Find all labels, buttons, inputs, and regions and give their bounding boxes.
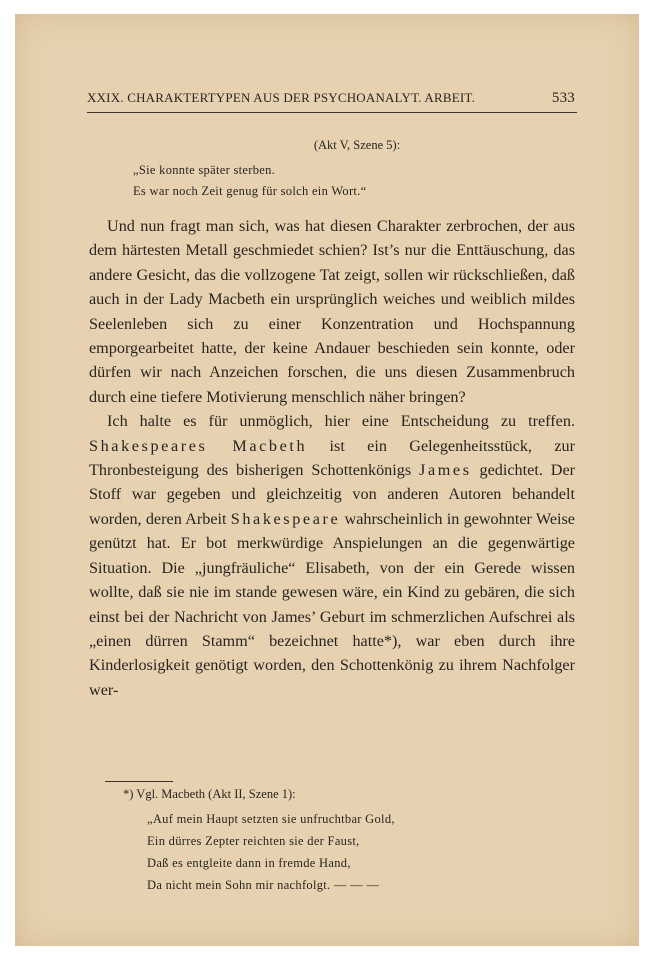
paragraph-2-text: Ich halte es für unmöglich, hier eine Entscheidung zu treffen. <box>107 412 575 431</box>
footnote-reference: *) Vgl. Macbeth (Akt II, Szene 1): <box>123 787 296 801</box>
footnote-line: Daß es entgleite dann in fremde Hand, <box>147 856 351 870</box>
footnote-line: Ein dürres Zepter reichten sie der Faust, <box>147 834 360 848</box>
paragraph-2-text: gedichtet. Der Stoff war gegeben und gleichzeitig von anderen Autoren behandelt worden, deren Arbeit <box>89 461 576 528</box>
paragraph-2 <box>89 409 575 702</box>
book-page <box>15 14 639 946</box>
footnote-line: „Auf mein Haupt setzten sie unfruchtbar Gold, <box>147 812 395 826</box>
emphasis-james: James <box>419 461 472 480</box>
emphasis-shakespeare: Shakespeare <box>230 509 341 528</box>
paragraph-1: Und nun fragt man sich, was hat diesen Charakter zerbrochen, der aus dem härtesten Metall geschmiedet schien? Ist’s nur die Enttäuschung, das andere Gesicht, das die vollzogene Tat zeigt, sollen wir rückschließen, daß auch in der Lady Macbeth ein ursprünglich weiches und weiblich mildes Seelenleben sich zu einer Konzentration und Hochspannung emporgearbeitet hatte, der keine Andauer beschieden sein konnte, oder dürfen wir nach Anzeichen forschen, die uns diesen Zusammenbruch durch eine tiefere Motivierung menschlich näher bringen? <box>89 217 575 406</box>
footnote <box>15 787 639 900</box>
running-header <box>87 90 575 107</box>
footnote-rule <box>105 781 173 782</box>
emphasis-shakespeares-macbeth: Shakespeares Macbeth <box>89 436 308 455</box>
page-number: 533 <box>551 90 575 106</box>
epigraph-line: Es war noch Zeit genug für solch ein Wort.“ <box>133 184 367 198</box>
paragraph-2-text: wahrscheinlich in gewohnter Weise genützt hat. Er bot merkwürdige Anspielungen an die gegenwärtige Situation. Die „jungfräuliche“ Elisabeth, von der ein Gerede wissen wollte, daß sie nie im stande gewesen wäre, ein Kind zu gebären, die sich einst bei der Nachricht von James’ Geburt im schmerzlichen Aufschrei als „einen dürren Stamm“ bezeichnet hatte*), war eben durch ihre Kinderlosigkeit genötigt worden, den Schottenkönig zu ihrem Nachfolger wer- <box>89 509 575 699</box>
paragraph-2-text: ist ein Gelegenheitsstück, zur Thronbesteigung des bisherigen Schottenkönigs <box>89 436 575 480</box>
header-rule <box>87 112 577 113</box>
main-text <box>89 214 575 702</box>
epigraph-line: „Sie konnte später sterben. <box>133 163 276 177</box>
chapter-title: XXIX. CHARAKTERTYPEN AUS DER PSYCHOANALYT. ARBEIT. <box>87 90 476 105</box>
epigraph-scene: (Akt V, Szene 5): <box>313 138 401 152</box>
epigraph <box>15 138 639 205</box>
footnote-line: Da nicht mein Sohn mir nachfolgt. — — — <box>147 878 380 892</box>
